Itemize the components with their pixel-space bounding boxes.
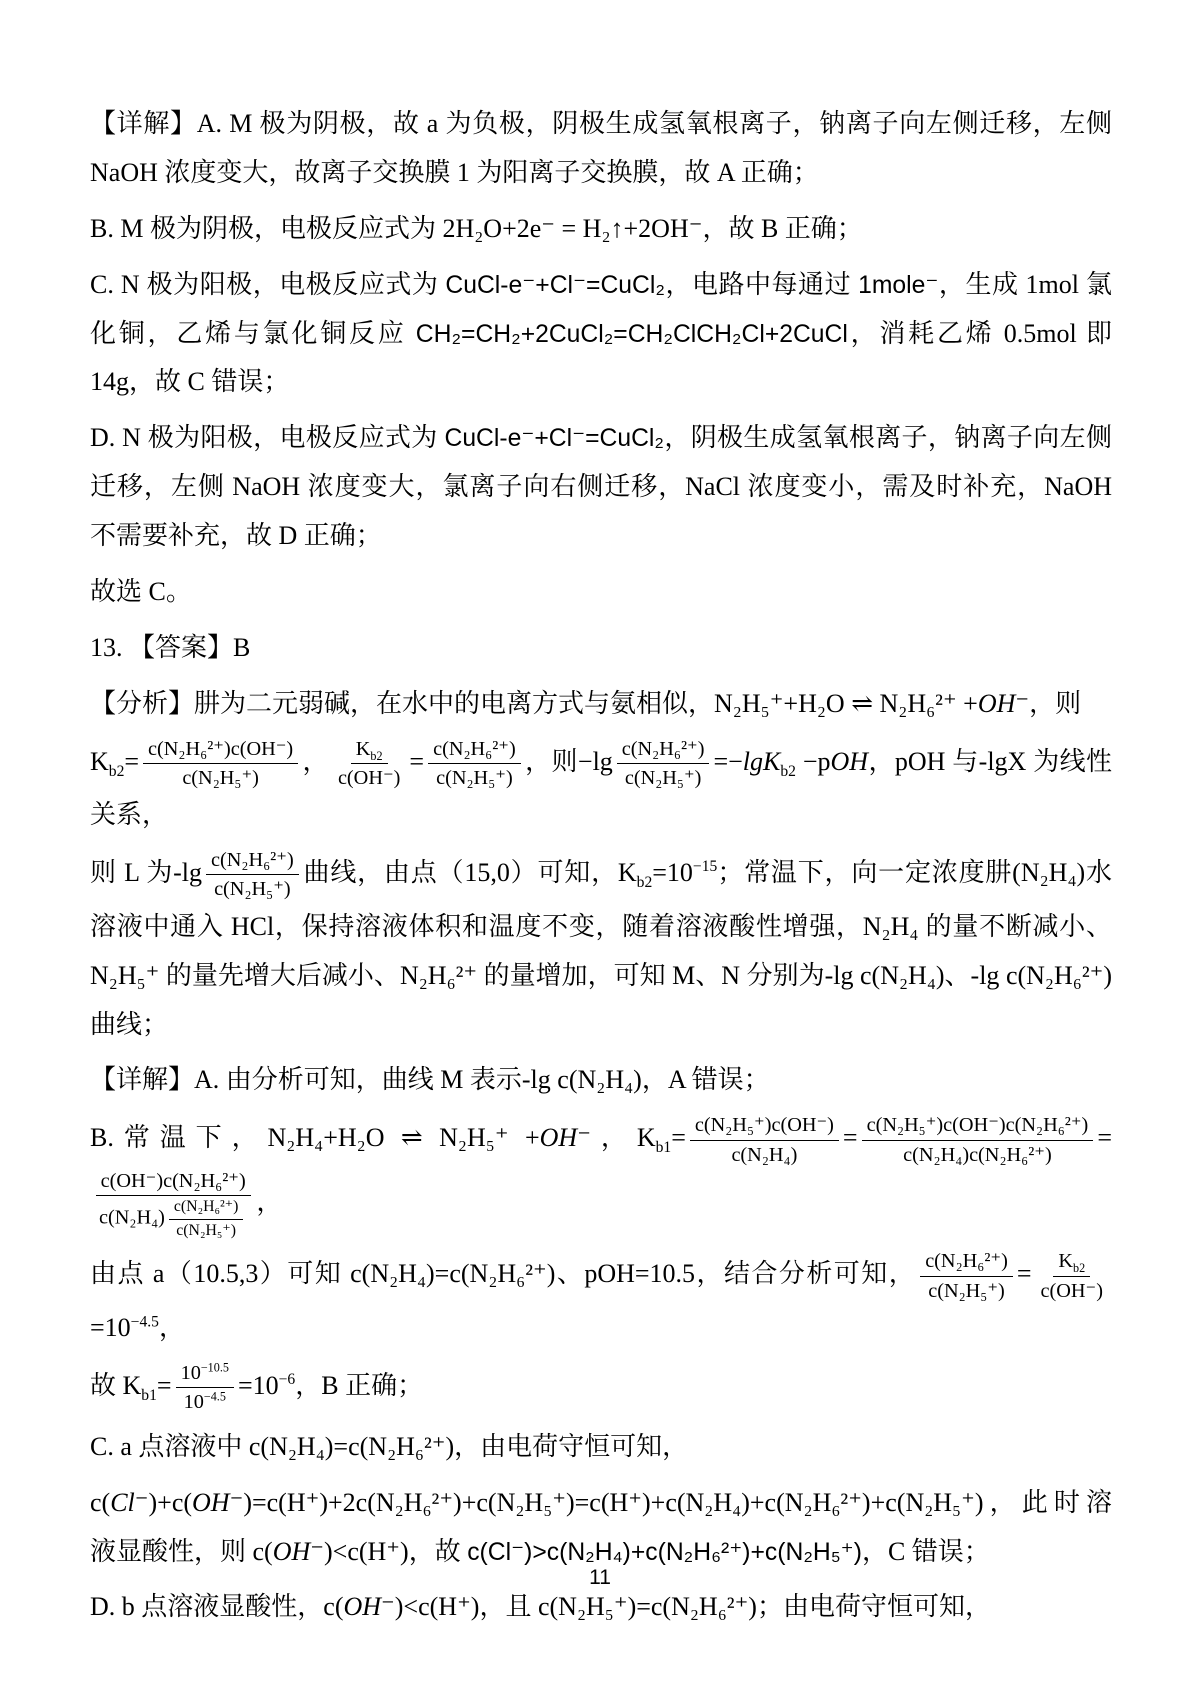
math-italic-segment: OH bbox=[192, 1487, 230, 1517]
page-number: 11 bbox=[589, 1566, 611, 1589]
math-segment: c(N₂H₅⁺) bbox=[176, 1221, 236, 1239]
detail-13-option-c: C. a 点溶液中 c(N₂H₄)=c(N₂H₆²⁺)，由电荷守恒可知， bbox=[90, 1431, 689, 1461]
math-segment: ⁻)<c(H⁺) bbox=[381, 1592, 480, 1622]
math-segment: c(N₂H₅⁺) bbox=[436, 766, 513, 789]
chem-formula-segment: CuCl-e⁻+Cl⁻=CuCl₂ bbox=[444, 425, 664, 453]
fraction-numerator bbox=[143, 736, 298, 764]
math-segment: ⁻ bbox=[577, 1123, 591, 1153]
fraction-numerator bbox=[1053, 1248, 1090, 1276]
math-segment: 10 bbox=[183, 1391, 204, 1414]
fraction-denominator bbox=[923, 1277, 1010, 1304]
math-segment: = bbox=[409, 746, 425, 776]
fraction bbox=[920, 1248, 1013, 1304]
fraction-numerator bbox=[176, 1360, 234, 1388]
fraction-denominator bbox=[209, 875, 296, 902]
detail-13-option-d: D. b 点溶液显酸性，c(OH⁻)<c(H⁺)，且 c(N₂H₅⁺)=c(N₂H₆²⁺)；由电荷守恒可知， bbox=[90, 1592, 991, 1622]
detail-13-option-b-kb1: B.常温下，N₂H₄+H₂O ⇌ N₂H₅⁺ +OH⁻，$K_{b1}=$ $\frac{\text{c(N₂H₅⁺)c(OH⁻)}}{\text{c(N₂H₄)}}$ = $\frac{\text{c(N₂H₅⁺)c(OH⁻)c(N₂H₆²⁺)}}{\text{c(N₂H₄)c(N₂H₆²⁺)}}$ = c(OH⁻)c(N₂H₆²⁺) c(N₂H₄) $\frac{\text{c(N₂H₆²⁺)}}{\text{c(N₂H₅⁺)}}$ ， bbox=[90, 1112, 1112, 1241]
math-segment: 10 bbox=[180, 1362, 201, 1385]
superscript: −4.5 bbox=[203, 1389, 226, 1404]
math-italic-segment: lgK bbox=[742, 746, 781, 776]
math-italic-segment: OH bbox=[977, 688, 1016, 718]
math-segment: 2H₂O+2e⁻ = H₂↑+2OH⁻ bbox=[442, 213, 703, 243]
math-segment: c(N₂H₅⁺) bbox=[624, 766, 702, 789]
analysis-13-curves: 则 L 为-lg $\frac{\text{c(N₂H₆²⁺)}}{\text{c(N₂H₅⁺)}}$ 曲线，由点（15,0）可知，$K_{b2}=10^{-15}$；常温下，向一定浓度肼(N₂H₄)水溶液中通入 HCl，保持溶液体积和温度不变，随着溶液酸性增强，N₂H₄ 的量不断减小、N₂H₅⁺ 的量先增大后减小、N₂H₆²⁺ 的量增加，可知 M、N 分别为-lg c(N₂H₄)、-lg c(N₂H₆²⁺) 曲线； bbox=[90, 849, 1113, 1039]
math-segment: =10 bbox=[652, 857, 693, 887]
fraction bbox=[333, 736, 405, 792]
detail-12-option-d: D. N 极为阳极，电极反应式为 CuCl-e⁻+Cl⁻=CuCl₂，阴极生成氢氧根离子，钠离子向左侧迁移，左侧 NaOH 浓度变大，氯离子向右侧迁移，NaCl 浓度变小，需及时补充，NaOH 不需要补充，故 D 正确； bbox=[90, 423, 1112, 550]
fraction bbox=[176, 1360, 234, 1416]
document-body bbox=[90, 100, 1112, 1632]
math-italic-segment: OH bbox=[343, 1592, 382, 1622]
math-segment: K bbox=[122, 1370, 142, 1400]
chem-formula-segment: c(Cl⁻)>c(N₂H₄)+c(N₂H₆²⁺)+c(N₂H₅⁺) bbox=[467, 1538, 862, 1566]
math-segment: c(N₂H₆²⁺) bbox=[621, 737, 705, 760]
math-segment: = bbox=[671, 1123, 686, 1153]
fraction bbox=[206, 847, 299, 903]
fraction-denominator bbox=[620, 764, 707, 791]
math-italic-segment: OH bbox=[539, 1123, 578, 1153]
fraction-numerator bbox=[690, 1112, 839, 1140]
math-segment: c(N₂H₄) bbox=[860, 960, 945, 990]
fraction bbox=[1036, 1248, 1108, 1304]
math-segment: = bbox=[1016, 1259, 1032, 1289]
math-segment: c( bbox=[252, 1536, 273, 1566]
math-segment: =10 bbox=[237, 1370, 279, 1400]
math-segment: c(N₂H₆²⁺) bbox=[211, 849, 294, 872]
math-segment: K bbox=[617, 857, 637, 887]
subscript: b2 bbox=[636, 874, 653, 892]
math-segment: K bbox=[355, 737, 371, 760]
math-segment: −lg bbox=[577, 746, 613, 776]
fraction-denominator bbox=[333, 764, 405, 791]
detail-12-option-b: B. M 极为阴极，电极反应式为 2H₂O+2e⁻ = H₂↑+2OH⁻，故 B 正确； bbox=[90, 213, 863, 243]
fraction-numerator bbox=[920, 1248, 1013, 1276]
fraction-numerator bbox=[206, 847, 299, 875]
superscript: −15 bbox=[692, 858, 718, 876]
math-segment: =10 bbox=[90, 1313, 131, 1343]
math-segment: ⁻)+c( bbox=[134, 1487, 193, 1517]
math-segment: c(N₂H₆²⁺) bbox=[173, 1198, 239, 1216]
math-segment: c(N₂H₅⁺) bbox=[214, 878, 291, 901]
math-italic-segment: Cl bbox=[110, 1487, 135, 1517]
fraction-denominator bbox=[431, 764, 518, 791]
subscript: b2 bbox=[370, 748, 383, 763]
fraction bbox=[169, 1197, 243, 1241]
math-segment: c(N₂H₅⁺) bbox=[928, 1279, 1005, 1302]
detail-13-option-a: 【详解】A. 由分析可知，曲线 M 表示-lg c(N₂H₄)，A 错误； bbox=[90, 1065, 770, 1095]
math-segment: c(N₂H₄) bbox=[731, 1143, 798, 1166]
math-segment: N₂H₅⁺+H₂O ⇌ N₂H₆²⁺ + bbox=[714, 688, 978, 718]
detail-13-option-c-charge-balance: c(Cl⁻)+c(OH⁻)=c(H⁺)+2c(N₂H₆²⁺)+c(N₂H₅⁺)=c(H⁺)+c(N₂H₄)+c(N₂H₆²⁺)+c(N₂H₅⁺)，此时溶液显酸性，则 c(OH⁻)<c(H⁺)，故 c(Cl⁻)>c(N₂H₄)+c(N₂H₆²⁺)+c(N₂H₅⁺)，C 错误； bbox=[90, 1487, 1112, 1566]
math-segment: K bbox=[636, 1123, 656, 1153]
math-segment: c(N₂H₆²⁺) bbox=[925, 1250, 1008, 1273]
fraction-numerator bbox=[96, 1168, 251, 1196]
math-segment: c(N₂H₄) bbox=[99, 1207, 165, 1230]
fraction-numerator bbox=[428, 736, 521, 764]
math-segment: = bbox=[1097, 1123, 1112, 1153]
fraction-denominator bbox=[177, 764, 264, 791]
math-segment: N₂H₆²⁺ bbox=[399, 960, 478, 990]
math-segment: c(OH⁻) bbox=[337, 766, 401, 789]
math-segment: c(N₂H₅⁺) bbox=[182, 766, 259, 789]
chem-formula-segment: 1mole⁻ bbox=[858, 271, 939, 299]
math-segment: c( bbox=[323, 1592, 344, 1622]
fraction bbox=[690, 1112, 839, 1168]
fraction-denominator bbox=[726, 1141, 802, 1168]
math-segment: c(OH⁻) bbox=[1040, 1279, 1103, 1302]
math-segment: c(N₂H₅⁺)c(OH⁻) bbox=[694, 1114, 834, 1137]
fraction-denominator bbox=[1036, 1277, 1108, 1304]
math-segment: = bbox=[156, 1370, 172, 1400]
math-segment: K bbox=[1058, 1250, 1073, 1273]
math-segment: c(N₂H₄)c(N₂H₆²⁺) bbox=[903, 1143, 1052, 1166]
math-segment: c( bbox=[90, 1487, 111, 1517]
subscript: b2 bbox=[780, 762, 796, 780]
math-segment: c(N₂H₅⁺)c(OH⁻)c(N₂H₆²⁺) bbox=[866, 1114, 1089, 1137]
math-segment: c(N₂H₆²⁺) bbox=[433, 737, 516, 760]
detail-13-option-b-result: 故 $K_{b1}=$ $\frac{10^{-10.5}}{10^{-4.5}}$ $=10^{-6}$，B 正确； bbox=[90, 1360, 1112, 1416]
math-segment: c(N₂H₅⁺)=c(N₂H₆²⁺) bbox=[537, 1592, 757, 1622]
superscript: −6 bbox=[278, 1371, 296, 1389]
answer-13: 13. 【答案】B bbox=[90, 632, 251, 662]
fraction-numerator bbox=[617, 736, 710, 764]
math-segment: N₂H₅⁺ bbox=[90, 960, 160, 990]
math-segment: c(N₂H₆²⁺)c(OH⁻) bbox=[148, 737, 294, 760]
fraction bbox=[94, 1168, 252, 1241]
fraction bbox=[862, 1112, 1094, 1168]
math-segment: c(N₂H₄)=c(N₂H₆²⁺) bbox=[350, 1259, 556, 1289]
math-segment: c(N₂H₆²⁺) bbox=[1005, 960, 1113, 990]
chem-formula-segment: CH₂=CH₂+2CuCl₂=CH₂ClCH₂Cl+2CuCl bbox=[415, 320, 848, 348]
math-segment: ⁻)<c(H⁺) bbox=[310, 1536, 409, 1566]
superscript: −4.5 bbox=[130, 1313, 159, 1331]
subscript: b1 bbox=[141, 1387, 157, 1405]
math-segment: K bbox=[90, 746, 109, 776]
math-segment: −p bbox=[795, 746, 831, 776]
math-segment: c(OH⁻)c(N₂H₆²⁺) bbox=[100, 1170, 246, 1193]
fraction-denominator bbox=[171, 1220, 241, 1242]
chem-formula-segment: CuCl-e⁻+Cl⁻=CuCl₂ bbox=[445, 271, 665, 299]
fraction-numerator bbox=[351, 736, 388, 764]
math-segment: N₂H₄+H₂O ⇌ N₂H₅⁺ + bbox=[267, 1123, 540, 1153]
math-italic-segment: OH bbox=[830, 746, 869, 776]
math-segment: = bbox=[842, 1123, 858, 1153]
subscript: b2 bbox=[1073, 1261, 1086, 1276]
math-segment: ⁻ bbox=[1015, 688, 1030, 718]
math-segment: = bbox=[124, 746, 140, 776]
detail-12-option-a: 【详解】A. M 极为阴极，故 a 为负极，阴极生成氢氧根离子，钠离子向左侧迁移，左侧 NaOH 浓度变大，故离子交换膜 1 为阳离子交换膜，故 A 正确； bbox=[90, 109, 1112, 187]
analysis-13-intro: 【分析】肼为二元弱碱，在水中的电离方式与氨相似，N₂H₅⁺+H₂O ⇌ N₂H₆²⁺ +OH⁻，则 bbox=[90, 688, 1082, 718]
math-segment: c(N₂H₄) bbox=[557, 1065, 642, 1095]
fraction-denominator bbox=[179, 1388, 231, 1415]
math-segment: =− bbox=[713, 746, 743, 776]
subscript: b2 bbox=[108, 762, 125, 780]
superscript: −10.5 bbox=[200, 1360, 229, 1375]
detail-13-option-b-point-a: 由点 a（10.5,3）可知 c(N₂H₄)=c(N₂H₆²⁺)、pOH=10.5，结合分析可知， $\frac{\text{c(N₂H₆²⁺)}}{\text{c(N₂H₅⁺)}}$ = $\frac{K_{b2}}{c(OH^-)}$ $=10^{-4.5}$， bbox=[90, 1248, 1112, 1353]
fraction bbox=[143, 736, 298, 792]
math-segment: ⁻)=c(H⁺)+2c(N₂H₆²⁺)+c(N₂H₅⁺)=c(H⁺)+c(N₂H₄)+c(N₂H₆²⁺)+c(N₂H₅⁺) bbox=[229, 1487, 984, 1517]
fraction-denominator bbox=[94, 1196, 252, 1241]
analysis-13-kb2-derivation: $K_{b2}=$ $\frac{\text{c(N₂H₆²⁺)c(OH⁻)}}{\text{c(N₂H₅⁺)}}$ ， $\frac{K_{b2}}{c(OH^-)}$ = $\frac{\text{c(N₂H₆²⁺)}}{\text{c(N₂H₅⁺)}}$ ，则−lg $\frac{\text{c(N₂H₆²⁺)}}{\text{c(N₂H₅⁺)}}$ =−lgK$_{b2}$ −pOH，pOH 与-lgX 为线性关系， bbox=[90, 737, 1112, 830]
math-italic-segment: OH bbox=[272, 1536, 311, 1566]
fraction-denominator bbox=[898, 1141, 1057, 1168]
math-segment: c(N₂H₄)=c(N₂H₆²⁺) bbox=[248, 1431, 455, 1461]
fraction bbox=[617, 736, 710, 792]
subscript: b1 bbox=[655, 1139, 672, 1157]
fraction bbox=[428, 736, 521, 792]
fraction-numerator bbox=[169, 1197, 243, 1220]
detail-12-option-c: C. N 极为阳极，电极反应式为 CuCl-e⁻+Cl⁻=CuCl₂，电路中每通过 1mole⁻，生成 1mol 氯化铜，乙烯与氯化铜反应 CH₂=CH₂+2CuCl₂=CH₂ClCH₂Cl+2CuCl，消耗乙烯 0.5mol 即 14g，故 C 错误； bbox=[90, 269, 1112, 397]
detail-12-conclusion: 故选 C。 bbox=[90, 576, 192, 606]
fraction-numerator bbox=[862, 1112, 1094, 1140]
